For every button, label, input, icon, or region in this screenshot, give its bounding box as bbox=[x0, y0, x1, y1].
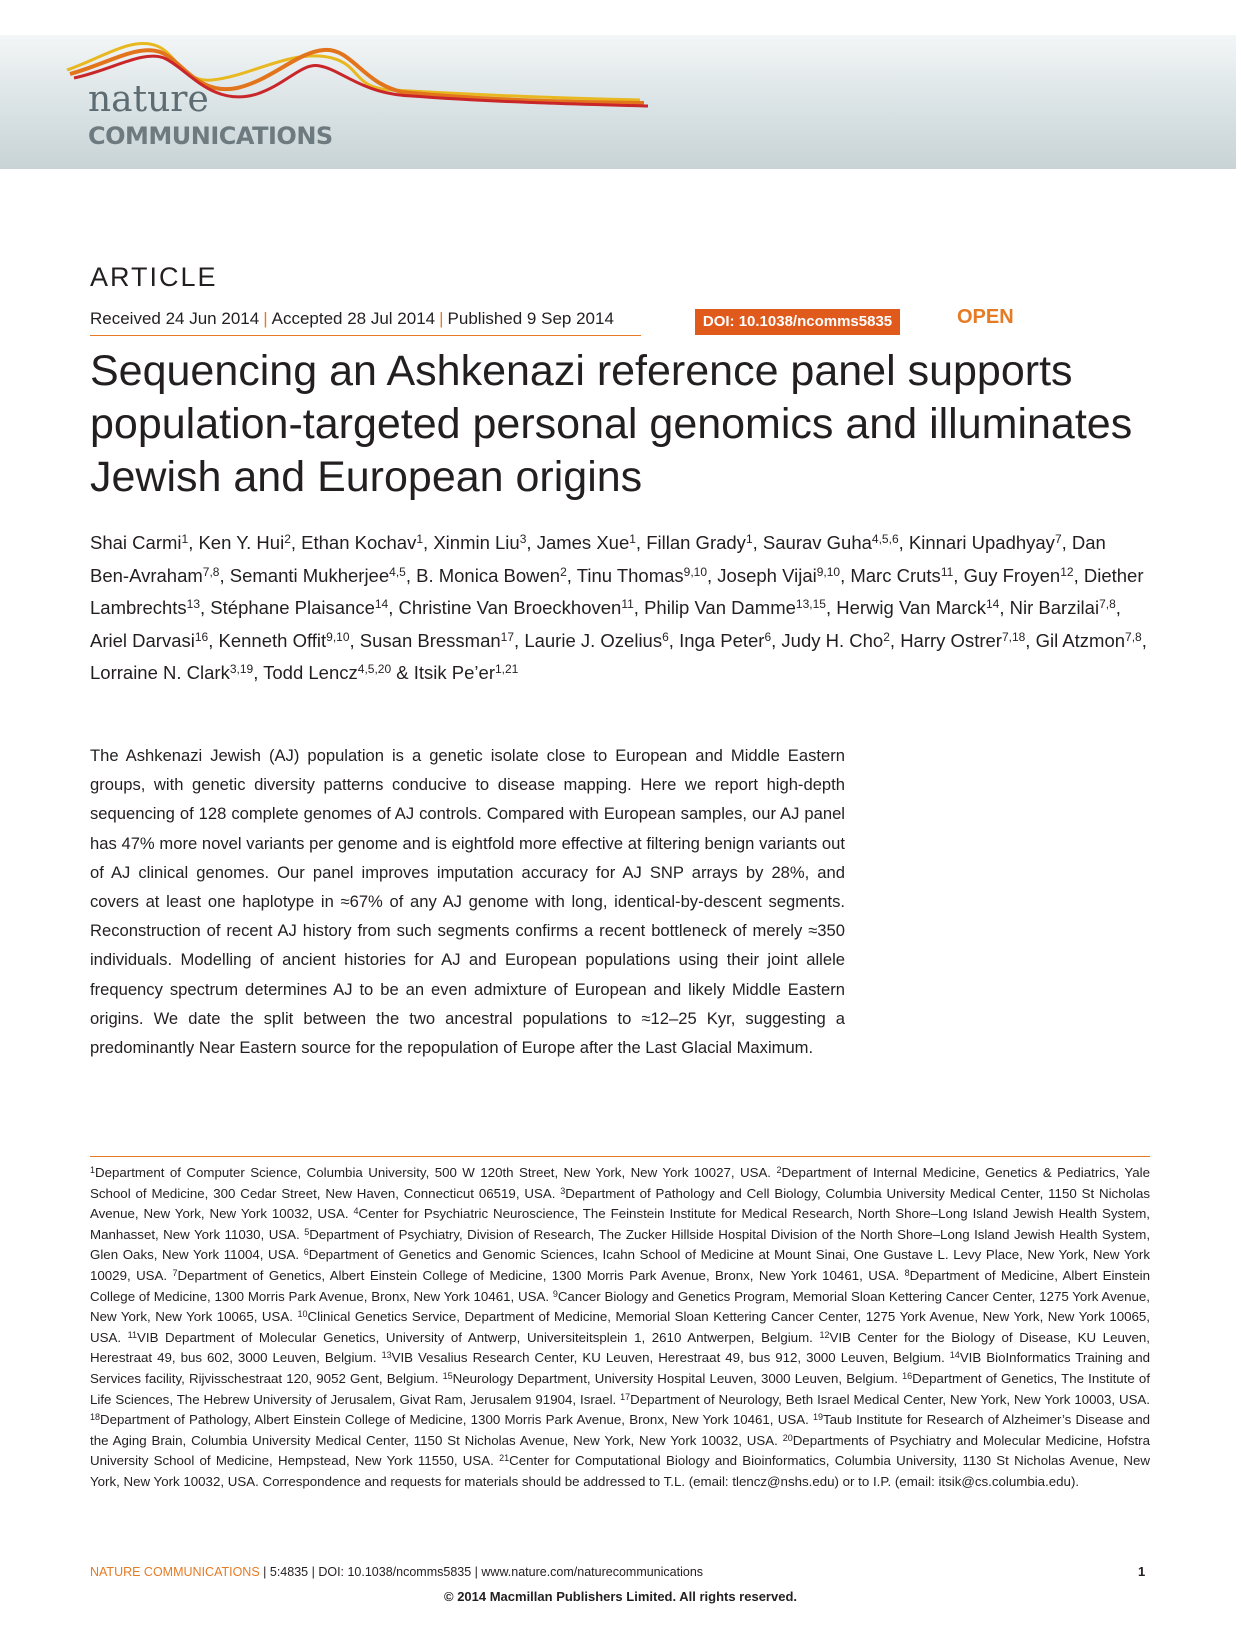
affiliation-text: Clinical Genetics Service, Department of Medicine, Memorial Sloan Kettering Cancer Center, 1275 York Avenue, New York, New York 10065, USA. bbox=[90, 1309, 1150, 1345]
author bbox=[646, 532, 752, 553]
author-name: Philip Van Damme bbox=[644, 597, 796, 618]
affiliation-text: Center for Psychiatric Neuroscience, The Feinstein Institute for Medical Research, North Shore–Long Island Jewish Health System, Manhasset, New York 11030, USA. bbox=[90, 1206, 1151, 1242]
author-affiliation-ref: 7,8 bbox=[1099, 597, 1116, 611]
author bbox=[1010, 597, 1116, 618]
author-affiliation-ref: 9,10 bbox=[816, 564, 841, 579]
author-affiliation-ref: 9,10 bbox=[326, 629, 350, 644]
affiliation-number: 9 bbox=[552, 1288, 558, 1299]
author bbox=[909, 532, 1062, 553]
affiliation-text: Department of Genetics, The Institute of Life Sciences, The Hebrew University of Jerusalem, Givat Ram, Jerusalem 91904, Israel. bbox=[90, 1370, 1151, 1407]
author bbox=[399, 597, 634, 618]
affiliation-number: 4 bbox=[353, 1206, 359, 1217]
affiliation-number: 18 bbox=[90, 1412, 101, 1423]
affiliation-text: Department of Genetics and Genomic Sciences, Icahn School of Medicine at Mount Sinai, One Gustave L. Levy Place, New York, New York 10029, USA. bbox=[90, 1247, 1150, 1283]
author bbox=[537, 532, 636, 553]
author bbox=[263, 662, 391, 683]
author-affiliation-ref: 11 bbox=[621, 597, 634, 611]
author-name: Ariel Darvasi bbox=[90, 629, 195, 651]
open-access-label: OPEN bbox=[957, 306, 1014, 328]
author-affiliation-ref: 7,8 bbox=[202, 564, 220, 579]
author bbox=[90, 630, 208, 651]
affiliations bbox=[90, 1163, 1150, 1493]
author-name: Tinu Thomas bbox=[576, 564, 684, 586]
affiliation-text: Department of Medicine, Albert Einstein College of Medicine, 1300 Morris Park Avenue, Bronx, New York 10461, USA. bbox=[90, 1267, 1150, 1304]
author-affiliation-ref: 13 bbox=[186, 597, 201, 611]
affiliation-text: Department of Pathology and Cell Biology, Columbia University Medical Center, 1150 St Nicholas Avenue, New York, New York 10032, USA. bbox=[90, 1185, 1150, 1222]
author-name: Joseph Vijai bbox=[717, 564, 817, 586]
author-affiliation-ref: 1 bbox=[745, 532, 753, 546]
author bbox=[679, 630, 771, 651]
author bbox=[964, 565, 1074, 586]
affiliation-text: VIB Vesalius Research Center, KU Leuven, Herestraat 49, bus 912, 3000 Leuven, Belgium. bbox=[391, 1350, 950, 1366]
published-date: Published 9 Sep 2014 bbox=[447, 309, 614, 328]
correspondence-note: Correspondence and requests for materials should be addressed to T.L. (email: tlencz@nshs.edu) or to I.P. (email: itsik@cs.columbia.edu). bbox=[262, 1473, 1080, 1489]
article-title: Sequencing an Ashkenazi reference panel supports population-targeted personal genomics and illuminates Jewish and European origins bbox=[90, 347, 1133, 501]
author bbox=[219, 630, 350, 651]
author-name: Kinnari Upadhyay bbox=[908, 532, 1055, 553]
affiliation-text: Department of Psychiatry, Division of Research, The Zucker Hillside Hospital Division of the North Shore–Long Island Jewish Health System, Glen Oaks, New York 11004, USA. bbox=[90, 1226, 1151, 1263]
author-affiliation-ref: 4,5,6 bbox=[871, 532, 899, 546]
author bbox=[717, 565, 840, 586]
copyright-notice: © 2014 Macmillan Publishers Limited. All rights reserved. bbox=[444, 1589, 797, 1604]
affiliation-text: Department of Neurology, Beth Israel Medical Center, New York, New York 10003, USA. bbox=[630, 1391, 1150, 1407]
page-footer: NATURE COMMUNICATIONS | 5:4835 | DOI: 10.1038/ncomms5835 | www.nature.com/naturecommunications bbox=[90, 1565, 704, 1579]
author-name: Lorraine N. Clark bbox=[90, 662, 230, 683]
affiliation-text: VIB BioInformatics Training and Services facility, Rijvisschestraat 120, 9052 Gent, Belgium. bbox=[90, 1350, 1151, 1386]
affiliation-number: 12 bbox=[819, 1329, 830, 1340]
affiliation-number: 1 bbox=[90, 1165, 96, 1175]
affiliation-text: Departments of Psychiatry and Molecular Medicine, Hofstra University School of Medicine, Hempstead, New York 11550, USA. bbox=[90, 1432, 1150, 1469]
affiliation-text: Department of Computer Science, Columbia University, 500 W 120th Street, New York, New York 10027, USA. bbox=[95, 1165, 777, 1180]
affiliation-number: 17 bbox=[620, 1391, 631, 1402]
affiliation-text: Cancer Biology and Genetics Program, Memorial Sloan Kettering Cancer Center, 1275 York Avenue, New York, New York 10065, USA. bbox=[90, 1288, 1150, 1325]
journal-logo-communications: COMMUNICATIONS bbox=[88, 122, 333, 150]
author-name: Christine Van Broeckhoven bbox=[398, 597, 622, 618]
author bbox=[1036, 630, 1142, 651]
footer-doi[interactable]: DOI: 10.1038/ncomms5835 bbox=[318, 1565, 472, 1579]
author-name: Nir Barzilai bbox=[1009, 597, 1100, 618]
affiliation-number: 16 bbox=[902, 1370, 913, 1381]
author-affiliation-ref: 3 bbox=[519, 532, 527, 546]
affiliation-number: 7 bbox=[172, 1267, 178, 1278]
author bbox=[577, 565, 707, 586]
author-affiliation-ref: 2 bbox=[883, 629, 890, 644]
author bbox=[433, 532, 526, 553]
author-name: Guy Froyen bbox=[963, 564, 1061, 586]
affiliation-number: 19 bbox=[813, 1412, 824, 1423]
affiliation-text: Neurology Department, University Hospital Leuven, 3000 Leuven, Belgium. bbox=[452, 1370, 903, 1386]
author-affiliation-ref: 16 bbox=[194, 629, 209, 644]
author-name: Herwig Van Marck bbox=[836, 597, 986, 618]
author bbox=[414, 662, 519, 683]
affiliation-number: 11 bbox=[127, 1329, 137, 1340]
author-name: Susan Bressman bbox=[359, 629, 501, 651]
author bbox=[763, 532, 899, 553]
author bbox=[416, 565, 567, 586]
affiliation-text: Center for Computational Biology and Bioinformatics, Columbia University, 1130 St Nicholas Avenue, New York, New York 10032, USA. bbox=[90, 1453, 1150, 1489]
doi-badge[interactable]: DOI: 10.1038/ncomms5835 bbox=[695, 309, 900, 335]
affiliations-divider bbox=[90, 1156, 1150, 1157]
author-affiliation-ref: 13,15 bbox=[795, 597, 826, 611]
affiliation-text: Department of Genetics, Albert Einstein College of Medicine, 1300 Morris Park Avenue, Bronx, New York 10461, USA. bbox=[177, 1267, 905, 1283]
author-affiliation-ref: 3,19 bbox=[229, 662, 254, 676]
author-affiliation-ref: 4,5 bbox=[389, 564, 406, 579]
author-name: Todd Lencz bbox=[263, 662, 358, 683]
author bbox=[836, 597, 999, 618]
author-affiliation-ref: 14 bbox=[374, 597, 389, 611]
author-affiliation-ref: 1 bbox=[629, 532, 636, 546]
author-affiliation-ref: 6 bbox=[662, 629, 669, 644]
abstract: The Ashkenazi Jewish (AJ) population is a genetic isolate close to European and Middle Eastern groups, with genetic diversity patterns conducive to disease mapping. Here we report high-depth sequencing of 128 complete genomes of AJ controls. Compared with European samples, our AJ panel has 47% more novel variants per genome and is eightfold more effective at filtering benign variants out of AJ clinical genomes. Our panel improves imputation accuracy for AJ SNP arrays by 28%, and covers at least one haplotype in ≈67% of any AJ genome with long, identical-by-descent segments. Reconstruction of recent AJ history from such segments confirms a recent bottleneck of merely ≈350 individuals. Modelling of ancient histories for AJ and European populations using their joint allele frequency spectrum determines AJ to be an even admixture of European and likely Middle Eastern origins. We date the split between the two ancestral populations to ≈12–25 Kyr, suggesting a predominantly Near Eastern source for the repopulation of Europe after the Last Glacial Maximum. bbox=[90, 746, 845, 1058]
author-name: Ethan Kochav bbox=[301, 532, 417, 553]
affiliation-text: Taub Institute for Research of Alzheimer’s Disease and the Aging Brain, Columbia University Medical Center, 1150 St Nicholas Avenue, New York, New York 10032, USA. bbox=[90, 1412, 1150, 1448]
affiliation-number: 10 bbox=[297, 1309, 308, 1320]
footer-journal-name: NATURE COMMUNICATIONS bbox=[90, 1565, 260, 1579]
article-type-label: ARTICLE bbox=[90, 262, 218, 292]
affiliation-text: Department of Pathology, Albert Einstein College of Medicine, 1300 Morris Park Avenue, Bronx, New York 10461, USA. bbox=[100, 1412, 813, 1428]
accepted-date: Accepted 28 Jul 2014 bbox=[271, 309, 436, 328]
affiliation-number: 13 bbox=[381, 1350, 392, 1361]
author bbox=[210, 597, 388, 618]
author-name: Semanti Mukherjee bbox=[229, 564, 390, 586]
author-affiliation-ref: 7,8 bbox=[1125, 629, 1142, 644]
author-affiliation-ref: 1 bbox=[181, 532, 189, 546]
affiliation-number: 3 bbox=[560, 1185, 566, 1196]
affiliation-number: 8 bbox=[904, 1267, 910, 1278]
author-name: Xinmin Liu bbox=[433, 532, 520, 553]
author-affiliation-ref: 1 bbox=[416, 532, 424, 546]
author-affiliation-ref: 4,5,20 bbox=[357, 662, 392, 676]
author-affiliation-ref: 7,18 bbox=[1001, 629, 1026, 644]
author-name: Fillan Grady bbox=[646, 532, 746, 553]
author-affiliation-ref: 6 bbox=[764, 629, 772, 644]
author bbox=[524, 630, 668, 651]
author-name: Laurie J. Ozelius bbox=[524, 629, 663, 651]
footer-volume: 5:4835 bbox=[269, 1565, 309, 1579]
affiliation-number: 21 bbox=[499, 1453, 510, 1464]
author-name: Shai Carmi bbox=[90, 532, 182, 553]
author-affiliation-ref: 9,10 bbox=[683, 564, 708, 579]
author-affiliation-ref: 2 bbox=[284, 532, 291, 546]
author-name: Judy H. Cho bbox=[781, 629, 884, 651]
affiliation-number: 14 bbox=[949, 1350, 960, 1361]
author-list: Shai Carmi$^1$, Ken Y. Hui$^2$, Ethan Kochav$^1$, Xinmin Liu$^3$, James Xue$^1$, Fillan Grady$^1$, Saurav Guha$^{4,5,6}$, Kinnari Upadhyay$^7$, Dan Ben-Avraham$^{7,8}$, Semanti Mukherjee$^{4,5}$, B. Monica Bowen$^2$, Tinu Thomas$^{9,10}$, Joseph Vijai$^{9,10}$, Marc Cruts$^{11}$, Guy Froyen$^{12}$, Diether Lambrechts$^{13}$, Stéphane Plaisance$^{14}$, Christine Van Broeckhoven$^{11}$, Philip Van Damme$^{13,15}$, Herwig Van Marck$^{14}$, Nir Barzilai$^{7,8}$, Ariel Darvasi$^{16}$, Kenneth Offit$^{9,10}$, Susan Bressman$^{17}$, Laurie J. Ozelius$^6$, Inga Peter$^6$, Judy H. Cho$^2$, Harry Ostrer$^{7,18}$, Gil Atzmon$^{7,8}$, Lorraine N. Clark$^{3,19}$, Todd Lencz$^{4,5,20}$ & Itsik Pe’er$^{1,21}$ bbox=[90, 532, 1147, 683]
author bbox=[781, 630, 889, 651]
author bbox=[90, 662, 253, 683]
affiliation-number: 2 bbox=[776, 1165, 782, 1175]
author-name: Marc Cruts bbox=[850, 564, 941, 586]
page-number: 1 bbox=[1138, 1564, 1146, 1579]
author bbox=[360, 630, 514, 651]
affiliation-number: 5 bbox=[304, 1226, 310, 1237]
author-affiliation-ref: 14 bbox=[986, 597, 1000, 611]
author-name: Stéphane Plaisance bbox=[210, 597, 375, 618]
author-name: Gil Atzmon bbox=[1035, 629, 1126, 651]
author bbox=[900, 630, 1025, 651]
journal-logo-nature: nature bbox=[88, 79, 209, 120]
author-name: Ken Y. Hui bbox=[198, 532, 285, 553]
footer-url[interactable]: www.nature.com/naturecommunications bbox=[481, 1565, 704, 1579]
author-affiliation-ref: 17 bbox=[500, 629, 515, 644]
affiliation-number: 6 bbox=[303, 1247, 309, 1258]
author bbox=[230, 565, 406, 586]
date-separator: | bbox=[439, 309, 444, 328]
author-name: Saurav Guha bbox=[762, 532, 872, 553]
author-name: Itsik Pe’er bbox=[413, 662, 495, 683]
author-name: Dan Ben-Avraham bbox=[90, 532, 1106, 586]
author-name: Harry Ostrer bbox=[900, 629, 1002, 651]
author-name: Inga Peter bbox=[679, 629, 765, 651]
affiliation-text: Department of Internal Medicine, Genetics & Pediatrics, Yale School of Medicine, 300 Cedar Street, New Haven, Connecticut 06519, USA. bbox=[90, 1165, 1151, 1201]
affiliation-text: VIB Center for the Biology of Disease, KU Leuven, Herestraat 49, bus 602, 3000 Leuven, Belgium. bbox=[90, 1329, 1150, 1366]
author-affiliation-ref: 12 bbox=[1060, 564, 1074, 579]
date-separator: | bbox=[263, 309, 268, 328]
author-name: James Xue bbox=[536, 532, 630, 553]
author bbox=[644, 597, 826, 618]
publication-dates bbox=[90, 310, 614, 327]
author bbox=[198, 532, 290, 553]
author-name: B. Monica Bowen bbox=[416, 564, 561, 586]
affiliation-number: 15 bbox=[442, 1370, 453, 1381]
author-affiliation-ref: 11 bbox=[940, 564, 954, 579]
author bbox=[90, 532, 188, 553]
author bbox=[850, 565, 953, 586]
author-name: Kenneth Offit bbox=[218, 629, 327, 651]
author bbox=[301, 532, 423, 553]
author-affiliation-ref: 7 bbox=[1054, 532, 1062, 546]
author-affiliation-ref: 2 bbox=[560, 564, 567, 579]
affiliation-number: 20 bbox=[782, 1432, 793, 1443]
author-affiliation-ref: 1,21 bbox=[494, 662, 519, 676]
received-date: Received 24 Jun 2014 bbox=[90, 309, 260, 328]
author-name: Diether Lambrechts bbox=[90, 564, 1144, 618]
affiliation-text: VIB Department of Molecular Genetics, University of Antwerp, Universiteitsplein 1, 2610 Antwerpen, Belgium. bbox=[137, 1329, 820, 1345]
dates-divider bbox=[90, 335, 641, 336]
